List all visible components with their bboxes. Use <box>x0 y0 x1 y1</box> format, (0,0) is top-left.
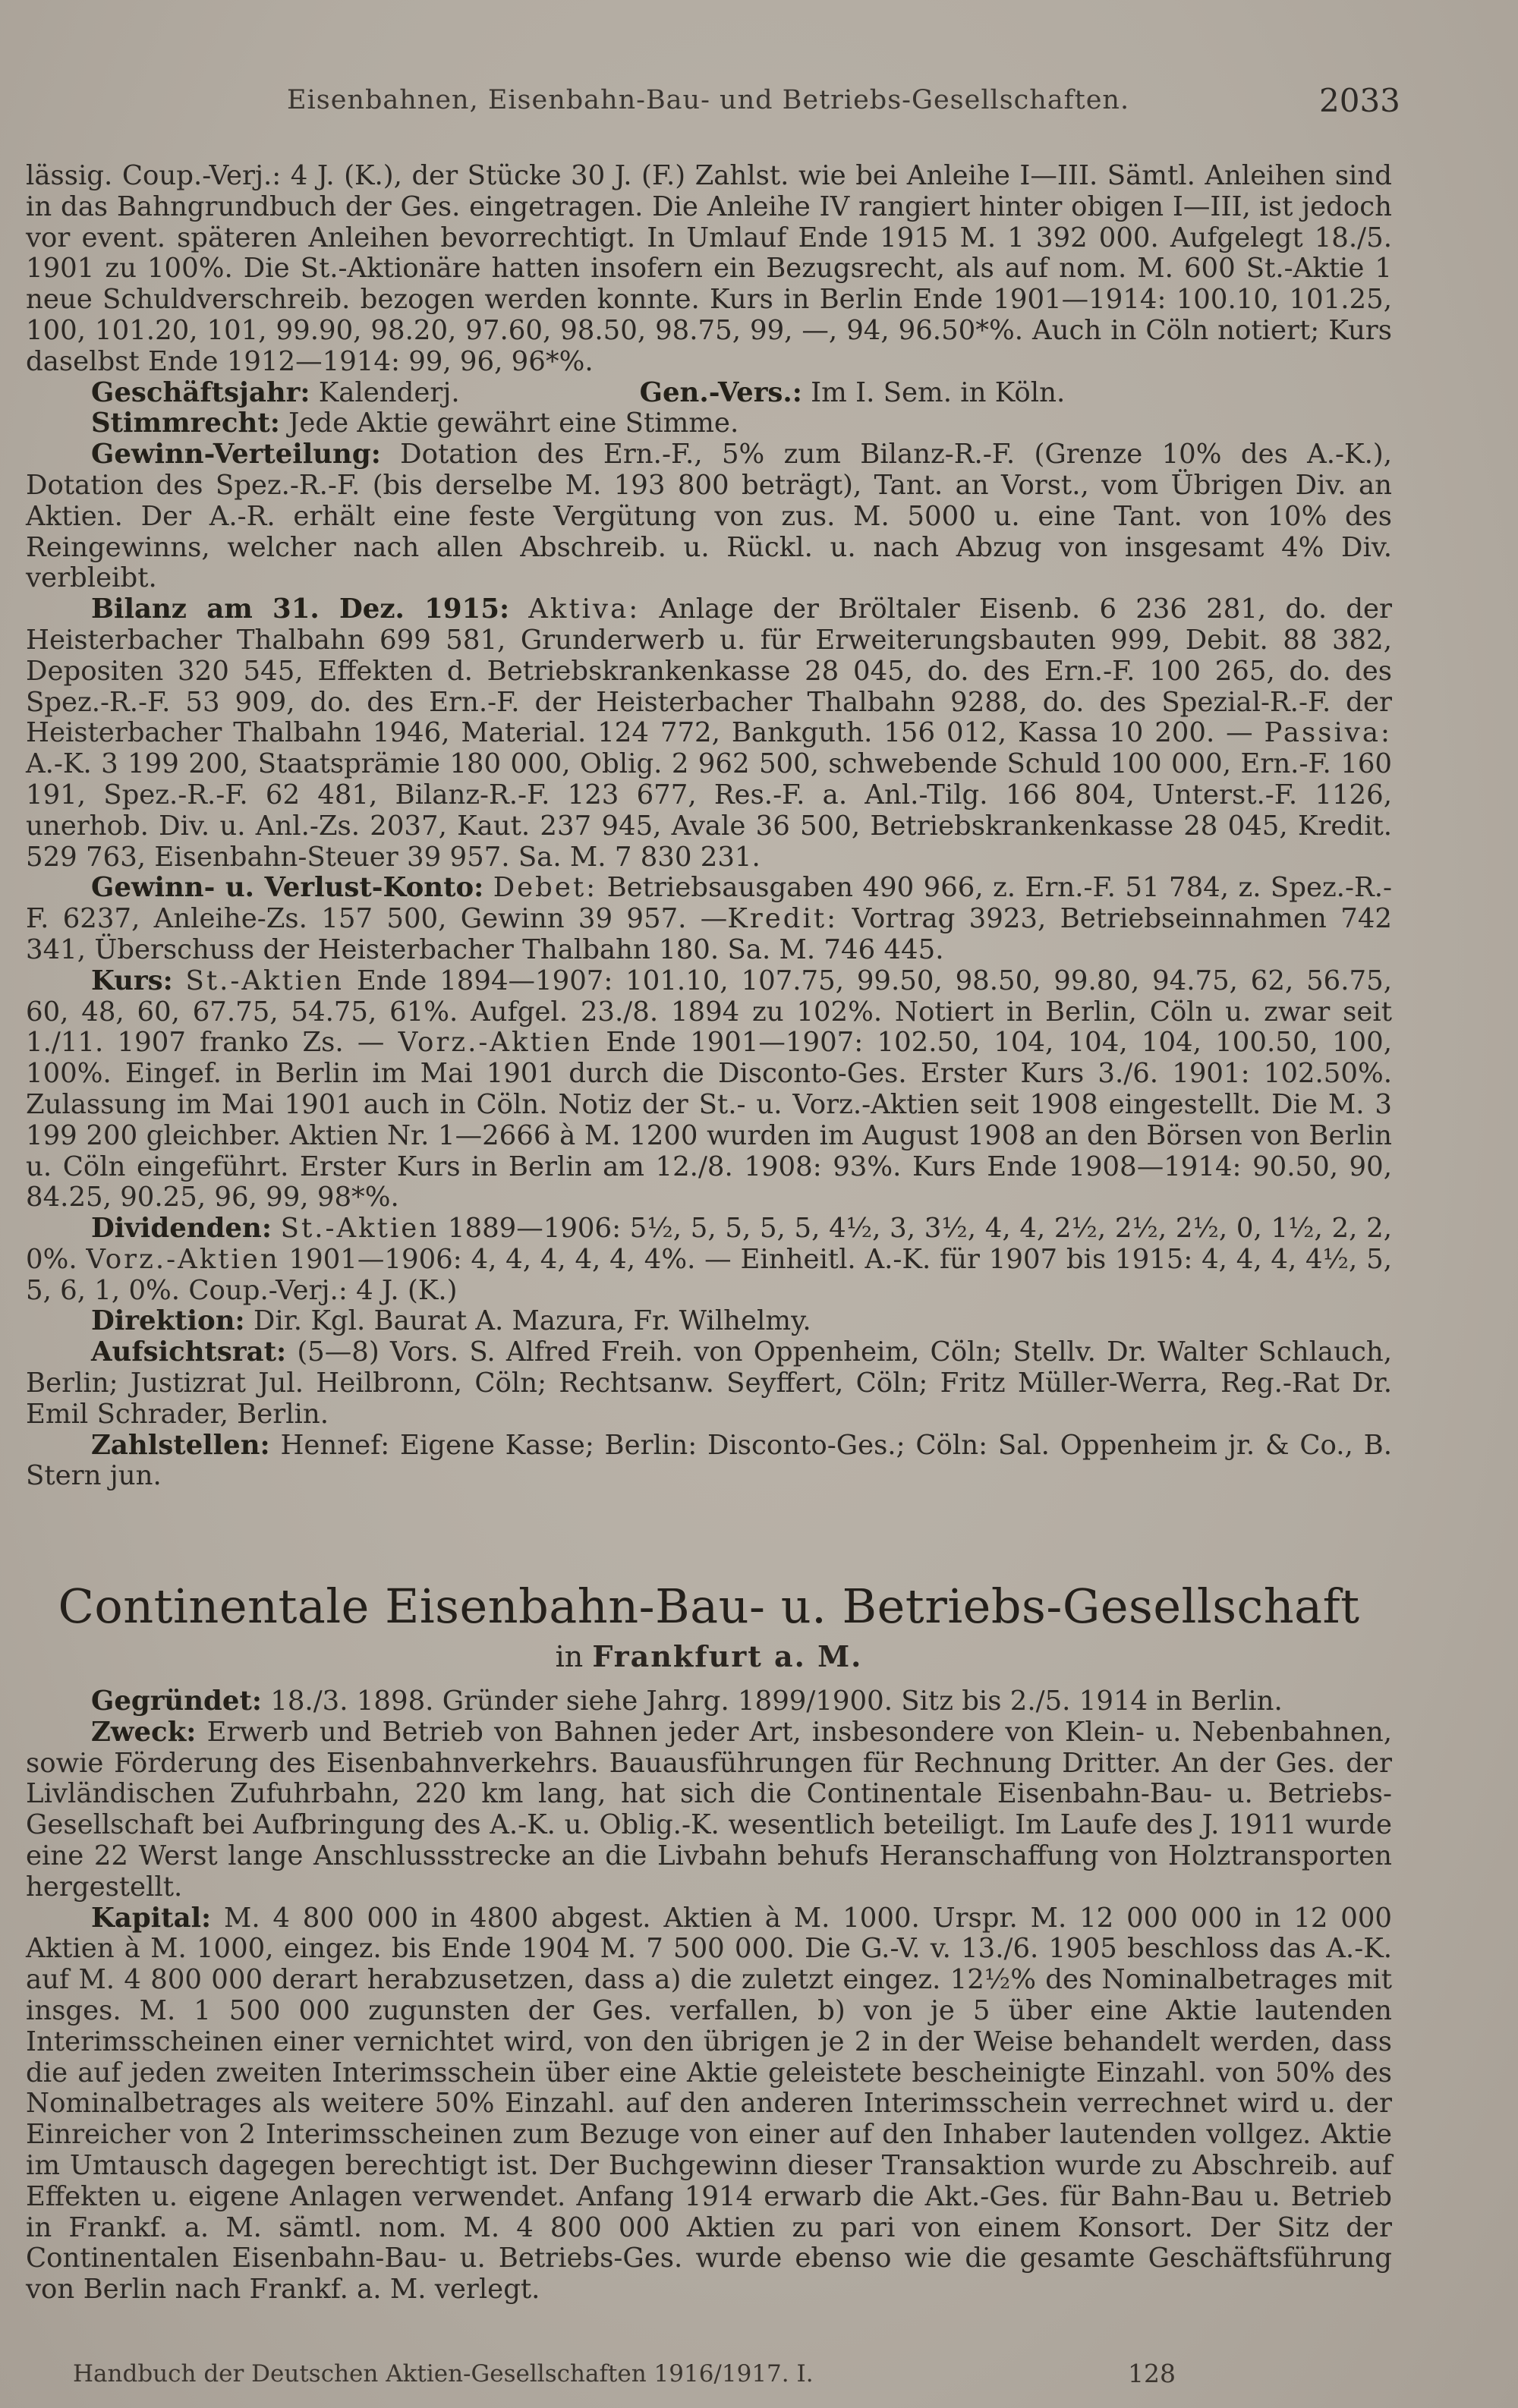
footer-book-title: Handbuch der Deutschen Aktien-Gesellschaften 1916/1917. I. <box>73 2360 814 2388</box>
running-head <box>287 82 1518 123</box>
kapital-label: Kapital: <box>91 1902 212 1934</box>
direktion-paragraph <box>26 1306 1392 1337</box>
gv-kredit-label: Kredit: <box>727 903 839 935</box>
anleihe-paragraph: lässig. Coup.-Verj.: 4 J. (K.), der Stücke 30 J. (F.) Zahlst. wie bei Anleihe I—III. Sämtl. Anleihen sind in das Bahngrundbuch der Ges. eingetragen. Die Anleihe IV rangiert hinter obigen I—III, ist jedoch vor event. späteren Anleihen bevorrechtigt. In Umlauf Ende 1915 M. 1 392 000. Aufgelegt 18./5. 1901 zu 100%. Die St.-Aktionäre hatten insofern ein Bezugsrecht, als auf nom. M. 600 St.-Aktie 1 neue Schuldverschreib. bezogen werden konnte. Kurs in Berlin Ende 1901—1914: 100.10, 101.25, 100, 101.20, 101, 99.90, 98.20, 97.60, 98.50, 98.75, 99, —, 94, 96.50*%. Auch in Cöln notiert; Kurs daselbst Ende 1912—1914: 99, 96, 96*%. <box>26 160 1392 377</box>
genvers-text: Im I. Sem. in Köln. <box>802 376 1066 408</box>
zahlstellen-text: Hennef: Eigene Kasse; Berlin: Disconto-Ges.; Cöln: Sal. Oppenheim jr. & Co., B. Stern jun. <box>26 1429 1392 1492</box>
gv-konto-label: Gewinn- u. Verlust-Konto: <box>91 872 484 904</box>
bilanz-aktiva-label: Aktiva: <box>528 593 641 625</box>
gv-kredit-text: Vortrag 3923, Betriebseinnahmen 742 341, Überschuss der Heisterbacher Thalbahn 180. Sa. M. 746 445. <box>26 903 1392 965</box>
geschaeftsjahr-paragraph <box>26 378 1392 409</box>
gv-debet-label: Debet: <box>493 872 598 904</box>
bilanz-aktiva-text: Anlage der Bröltaler Eisenb. 6 236 281, do. der Heisterbacher Thalbahn 699 581, Grunderwerb u. für Erweiterungsbauten 999, Debit. 88 382, Depositen 320 545, Effekten d. Betriebskrankenkasse 28 045, do. des Ern.-F. 100 265, do. des Spez.-R.-F. 53 909, do. des Ern.-F. der Heisterbacher Thalbahn 9288, do. des Spezial-R.-F. der Heisterbacher Thalbahn 1946, Material. 124 772, Bankguth. 156 012, Kassa 10 200. — <box>26 593 1393 749</box>
zweck-paragraph <box>26 1717 1392 1903</box>
bilanz-label: Bilanz am 31. Dez. 1915: <box>91 593 510 625</box>
dividenden-paragraph <box>26 1213 1392 1306</box>
zweck-label: Zweck: <box>91 1716 197 1748</box>
dividenden-label: Dividenden: <box>91 1213 272 1245</box>
zahlstellen-label: Zahlstellen: <box>91 1429 270 1461</box>
page-number: 2033 <box>1319 82 1400 119</box>
gv-konto-paragraph <box>26 873 1392 965</box>
div-st-text: 1889—1906: 5½, 5, 5, 5, 5, 4½, 3, 3½, 4, 4, 2½, 2½, 2½, 0, 1½, 2, 2, 0%. <box>26 1213 1392 1275</box>
page-footer <box>73 2360 1287 2391</box>
direktion-text: Dir. Kgl. Baurat A. Mazura, Fr. Wilhelmy. <box>244 1305 811 1337</box>
gv-debet-text: Betriebsausgaben 490 966, z. Ern.-F. 51 784, z. Spez.-R.-F. 6237, Anleihe-Zs. 157 500, Gewinn 39 957. — <box>26 872 1392 935</box>
aufsichtsrat-paragraph <box>26 1337 1392 1430</box>
geschaeftsjahr-text: Kalenderj. <box>310 376 460 408</box>
kurs-st-label: St.-Aktien <box>185 965 345 996</box>
bilanz-passiva-label: Passiva: <box>1264 717 1392 749</box>
stimmrecht-label: Stimmrecht: <box>91 408 280 439</box>
section-previous-company <box>26 161 1392 1492</box>
kapital-paragraph <box>26 1903 1392 2306</box>
bilanz-paragraph <box>26 594 1392 873</box>
kapital-text: M. 4 800 000 in 4800 abgest. Aktien à M. 1000. Urspr. M. 12 000 000 in 12 000 Aktien à M. 1000, eingez. bis Ende 1904 M. 7 500 000. Die G.-V. v. 13./6. 1905 beschloss das A.-K. auf M. 4 800 000 derart herabzusetzen, dass a) die zuletzt eingez. 12½% des Nominalbetrages mit insges. M. 1 500 000 zugunsten der Ges. verfallen, b) von je 5 über eine Aktie lautenden Interimsscheinen einer vernichtet wird, von den übrigen je 2 in der Weise behandelt werden, dass die auf jeden zweiten Interimsschein über eine Aktie geleistete bescheinigte Einzahl. von 50% des Nominalbetrages als weitere 50% Einzahl. auf den anderen Interimsschein verrechnet wird u. der Einreicher von 2 Interimsscheinen zum Bezuge von einer auf den Inhaber lautenden vollgez. Aktie im Umtausch dagegen berechtigt ist. Der Buchgewinn dieser Transaktion wurde zu Abschreib. auf Effekten u. eigene Anlagen verwendet. Anfang 1914 erwarb die Akt.-Ges. für Bahn-Bau u. Betrieb in Frankf. a. M. sämtl. nom. M. 4 800 000 Aktien zu pari von einem Konsort. Der Sitz der Continentalen Eisenbahn-Bau- u. Betriebs-Ges. wurde ebenso wie die gesamte Geschäftsführung von Berlin nach Frankf. a. M. verlegt. <box>26 1902 1392 2306</box>
div-vorz-label: Vorz.-Aktien <box>86 1243 280 1275</box>
kurs-vorz-label: Vorz.-Aktien <box>398 1027 593 1059</box>
gegruendet-paragraph <box>26 1686 1392 1717</box>
footer-signature: 128 <box>1128 2359 1176 2388</box>
gegruendet-text: 18./3. 1898. Gründer siehe Jahrg. 1899/1900. Sitz bis 2./5. 1914 in Berlin. <box>261 1686 1283 1717</box>
company-location-city: Frankfurt a. M. <box>592 1639 863 1673</box>
bilanz-passiva-text: A.-K. 3 199 200, Staatsprämie 180 000, Oblig. 2 962 500, schwebende Schuld 100 000, Ern.-F. 160 191, Spez.-R.-F. 62 481, Bilanz-R.-F. 123 677, Res.-F. a. Anl.-Tilg. 166 804, Unterst.-F. 1126, unerhob. Div. u. Anl.-Zs. 2037, Kaut. 237 945, Avale 36 500, Betriebskrankenkasse 28 045, Kredit. 529 763, Eisenbahn-Steuer 39 957. Sa. M. 7 830 231. <box>26 748 1392 873</box>
geschaeftsjahr-label: Geschäftsjahr: <box>91 376 310 408</box>
stimmrecht-paragraph <box>26 408 1392 439</box>
gewinn-verteilung-text: Dotation des Ern.-F., 5% zum Bilanz-R.-F. (Grenze 10% des A.-K.), Dotation des Spez.-R.-F. (bis derselbe M. 193 800 beträgt), Tant. an Vorst., vom Übrigen Div. an Aktien. Der A.-R. erhält eine feste Vergütung von zus. M. 5000 u. eine Tant. von 10% des Reingewinns, welcher nach allen Abschreib. u. Rückl. u. nach Abzug von insgesamt 4% Div. verbleibt. <box>26 439 1392 594</box>
gewinn-verteilung-paragraph <box>26 439 1392 594</box>
aufsichtsrat-text: (5—8) Vors. S. Alfred Freih. von Oppenheim, Cöln; Stellv. Dr. Walter Schlauch, Berlin; Justizrat Jul. Heilbronn, Cöln; Rechtsanw. Seyffert, Cöln; Fritz Müller-Werra, Reg.-Rat Dr. Emil Schrader, Berlin. <box>26 1336 1392 1430</box>
company-title: Continentale Eisenbahn-Bau- u. Betriebs-Gesellschaft <box>58 1579 1360 1634</box>
gewinn-verteilung-label: Gewinn-Verteilung: <box>91 439 381 471</box>
running-title: Eisenbahnen, Eisenbahn-Bau- und Betriebs-Gesellschaften. <box>287 85 1130 115</box>
aufsichtsrat-label: Aufsichtsrat: <box>91 1336 287 1368</box>
kurs-st-text: Ende 1894—1907: 101.10, 107.75, 99.50, 98.50, 99.80, 94.75, 62, 56.75, 60, 48, 60, 67.75, 54.75, 61%. Aufgel. 23./8. 1894 zu 102%. Notiert in Berlin, Cöln u. zwar seit 1./11. 1907 franko Zs. — <box>26 965 1392 1059</box>
gegruendet-label: Gegründet: <box>91 1686 262 1717</box>
company-location <box>26 1639 1392 1673</box>
kurs-paragraph <box>26 966 1392 1213</box>
kurs-label: Kurs: <box>91 965 173 996</box>
company-location-prefix: in <box>555 1640 584 1673</box>
div-st-label: St.-Aktien <box>280 1213 439 1245</box>
kurs-vorz-text: Ende 1901—1907: 102.50, 104, 104, 104, 100.50, 100, 100%. Eingef. in Berlin im Mai 1901 durch die Disconto-Ges. Erster Kurs 3./6. 1901: 102.50%. Zulassung im Mai 1901 auch in Cöln. Notiz der St.- u. Vorz.-Aktien seit 1908 eingestellt. Die M. 3 199 200 gleichber. Aktien Nr. 1—2666 à M. 1200 wurden im August 1908 an den Börsen von Berlin u. Cöln eingeführt. Erster Kurs in Berlin am 12./8. 1908: 93%. Kurs Ende 1908—1914: 90.50, 90, 84.25, 90.25, 96, 99, 98*%. <box>26 1027 1392 1213</box>
genvers-label: Gen.-Vers.: <box>639 376 802 408</box>
direktion-label: Direktion: <box>91 1305 245 1337</box>
stimmrecht-text: Jede Aktie gewährt eine Stimme. <box>279 408 739 439</box>
zweck-text: Erwerb und Betrieb von Bahnen jeder Art, insbesondere von Klein- u. Nebenbahnen, sowie Förderung des Eisenbahnverkehrs. Bauausführungen für Rechnung Dritter. An der Ges. der Livländischen Zufuhrbahn, 220 km lang, hat sich die Continentale Eisenbahn-Bau- u. Betriebs-Gesellschaft bei Aufbringung des A.-K. u. Oblig.-K. wesentlich beteiligt. Im Laufe des J. 1911 wurde eine 22 Werst lange Anschlussstrecke an die Livbahn behufs Heranschaffung von Holztransporten hergestellt. <box>26 1716 1392 1903</box>
div-vorz-text: 1901—1906: 4, 4, 4, 4, 4, 4%. — Einheitl. A.-K. für 1907 bis 1915: 4, 4, 4, 4½, 5, 5, 6, 1, 0%. Coup.-Verj.: 4 J. (K.) <box>26 1243 1392 1306</box>
zahlstellen-paragraph <box>26 1431 1392 1493</box>
section-continentale <box>26 1686 1392 2306</box>
